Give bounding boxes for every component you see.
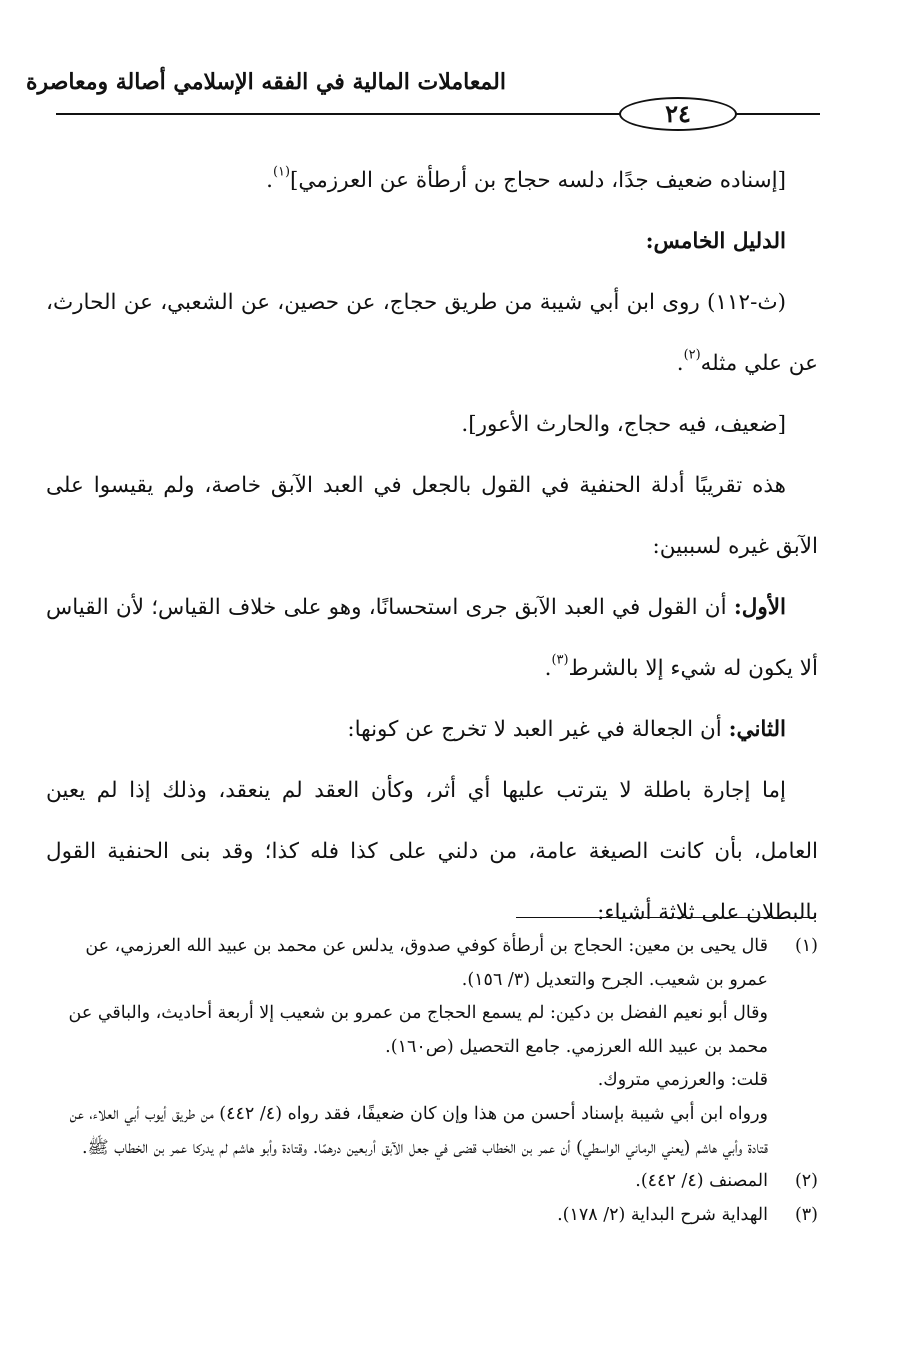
paragraph-second-reason: الثاني: أن الجعالة في غير العبد لا تخرج عن كونها: [347,717,786,742]
footnote-3 [46,1199,818,1233]
footnotes [46,930,818,1232]
footnote-line: قال يحيى بن معين: الحجاج بن أرطأة كوفي صدوق، يدلس عن محمد بن عبيد الله العرزمي، عن عمرو بن شعيب. الجرح والتعديل (٣/ ١٥٦). [85,936,768,990]
label-second: الثاني: [728,717,786,742]
paragraph-invalid-ijara: إما إجارة باطلة لا يترتب عليها أي أثر، وكأن العقد لم ينعقد، وذلك إذا لم يعين العامل، بأن كانت الصيغة عامة، من دلني على كذا فله كذا؛ وقد بنى الحنفية القول بالبطلان على ثلاثة أشياء: [46,778,818,925]
footnote-number: (٢) [794,1171,818,1192]
paragraph-narration-112: (ث-١١٢) روى ابن أبي شيبة من طريق حجاج، عن حصين، عن الشعبي، عن الحارث، عن علي مثله$^{(٢)}$. [46,290,818,376]
footnote-separator [516,917,816,918]
footnote-line: المصنف (٤/ ٤٤٢). [635,1171,768,1192]
paragraph-isnad-grading: [إسناده ضعيف جدًا، دلسه حجاج بن أرطأة عن العرزمي]$^{(١)}$. [266,164,786,193]
footnote-line: ورواه ابن أبي شيبة بإسناد أحسن من هذا وإن كان ضعيفًا، فقد رواه (٤/ ٤٤٢) من طريق أيوب أبي العلاء، عن قتادة وأبي هاشم (يعني الرماني الواسطي) أن عمر بن الخطاب قضى في جعل الآبق أربعين درهمًا. وقتادة وأبو هاشم لم يدركا عمر بن الخطاب ﷺ. [69,1103,768,1158]
footnote-number: (١) [794,936,818,956]
paragraph-first-reason: الأول: أن القول في العبد الآبق جرى استحسانًا، وهو على خلاف القياس؛ لأن القياس ألا يكون له شيء إلا بالشرط$^{(٣)}$. [46,595,818,681]
footnote-line: الهداية شرح البداية (٢/ ١٧٨). [557,1204,768,1225]
footnote-line: قلت: والعرزمي متروك. [597,1070,768,1091]
label-first: الأول: [733,595,786,620]
running-header-title: المعاملات المالية في الفقه الإسلامي أصالة ومعاصرة [26,69,506,95]
footnote-ref-2[interactable]: (٢) [683,347,701,363]
page-number-oval: ٢٤ [619,97,737,131]
section-heading-fifth-evidence: الدليل الخامس: [645,229,786,254]
footnote-ref-3[interactable]: (٣) [551,652,569,668]
paragraph-weak-grading: [ضعيف، فيه حجاج، والحارث الأعور]. [461,412,786,437]
footnote-ref-1[interactable]: (١) [272,164,290,180]
footnote-2 [46,1165,818,1199]
main-text [46,150,818,943]
paragraph-hanafi-evidence: هذه تقريبًا أدلة الحنفية في القول بالجعل في العبد الآبق خاصة، ولم يقيسوا على الآبق غيره لسببين: [46,473,818,559]
footnote-number: (٣) [794,1204,818,1225]
footnote-1 [46,930,818,1165]
footnote-line: وقال أبو نعيم الفضل بن دكين: لم يسمع الحجاج من عمرو بن شعيب إلا أربعة أحاديث، والباقي عن محمد بن عبيد الله العرزمي. جامع التحصيل (ص١٦٠). [68,1003,768,1057]
